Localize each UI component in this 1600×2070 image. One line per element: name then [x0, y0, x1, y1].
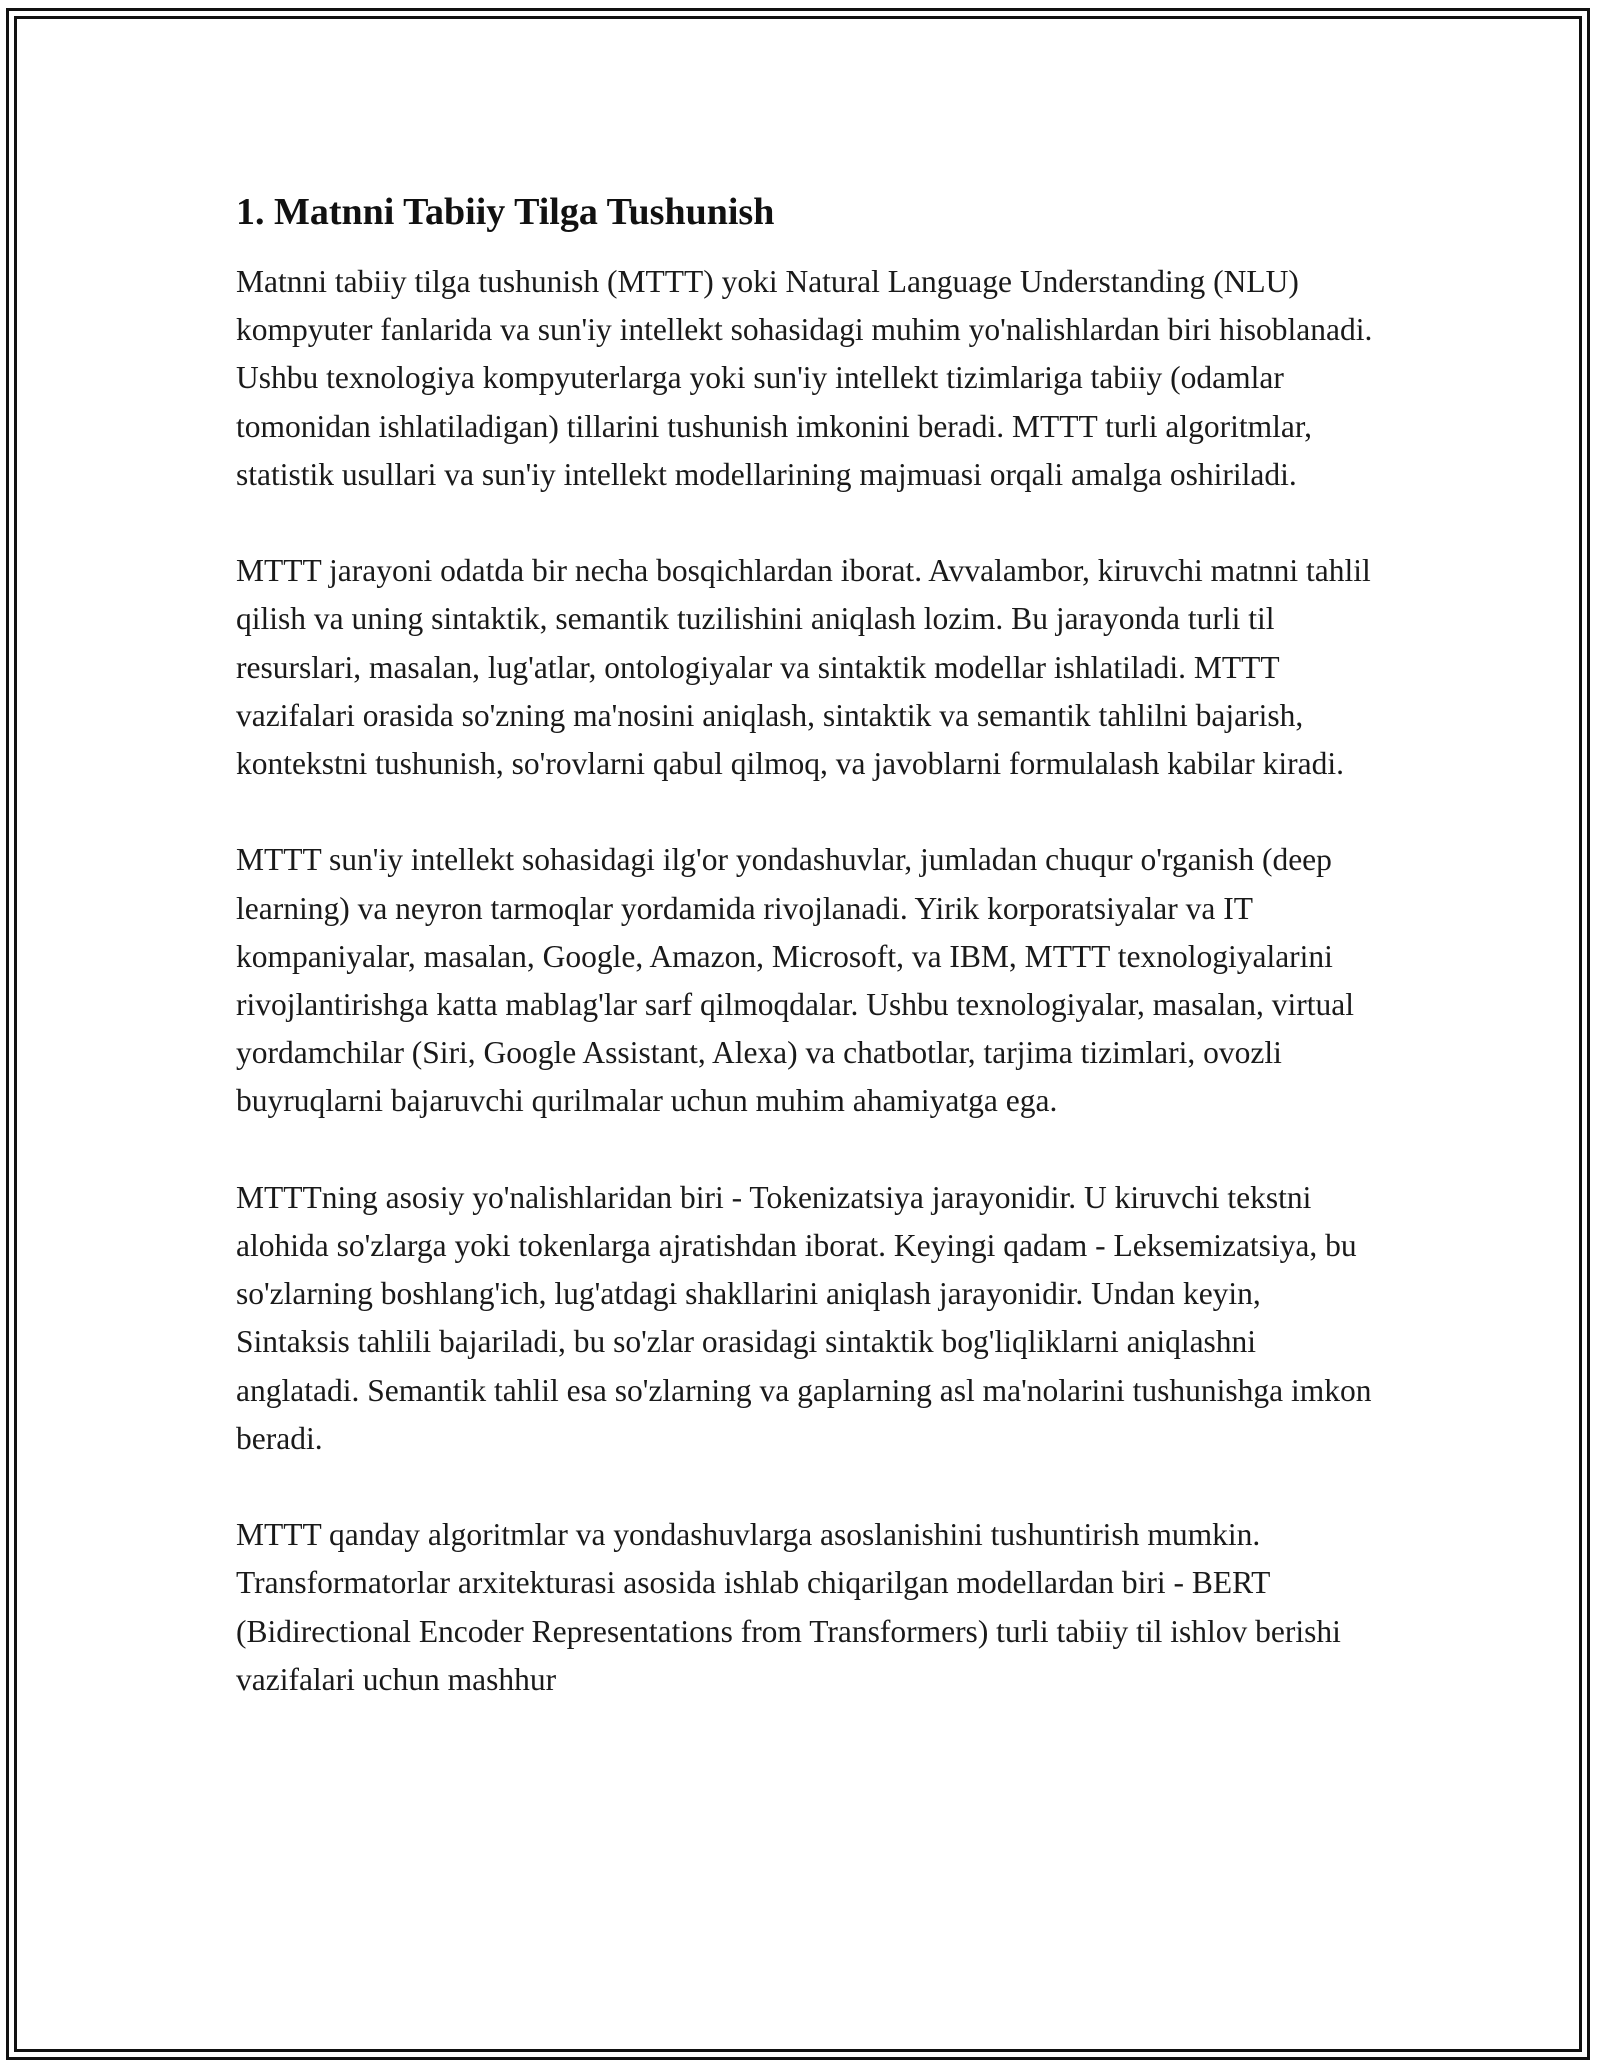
section-heading: 1. Matnni Tabiiy Tilga Tushunish — [236, 191, 775, 233]
paragraph-tokenization: MTTTning asosiy yo'nalishlaridan biri - Tokenizatsiya jarayonidir. U kiruvchi tekstni alohida so'zlarga yoki tokenlarga ajratishdan iborat. Keyingi qadam - Leksemizatsiya, bu so'zlarning boshlang'ich, lug'atdagi shakllarini aniqlash jarayonidir. Undan keyin, Sintaksis tahlili bajariladi, bu so'zlar orasidagi sintaktik bog'liqliklarni aniqlashni anglatadi. Semantik tahlil esa so'zlarning va gaplarning asl ma'nolarini tushunishga imkon beradi. — [236, 1179, 1372, 1456]
paragraph-intro: Matnni tabiiy tilga tushunish (MTTT) yoki Natural Language Understanding (NLU) kompyuter fanlarida va sun'iy intellekt sohasidagi muhim yo'nalishlardan biri hisoblanadi. Ushbu texnologiya kompyuterlarga yoki sun'iy intellekt tizimlariga tabiiy (odamlar tomonidan ishlatiladigan) tillarini tushunish imkonini beradi. MTTT turli algoritmlar, statistik usullari va sun'iy intellekt modellarining majmuasi orqali amalga oshiriladi. — [236, 264, 1373, 492]
paragraph-algorithms: MTTT qanday algoritmlar va yondashuvlarga asoslanishini tushuntirish mumkin. Transformatorlar arxitekturasi asosida ishlab chiqarilgan modellardan biri - BERT (Bidirectional Encoder Representations from Transformers) turli tabiiy til ishlov berishi vazifalari uchun mashhur — [236, 1517, 1341, 1697]
document-body — [236, 188, 1376, 1752]
paragraph-deep-learning: MTTT sun'iy intellekt sohasidagi ilg'or yondashuvlar, jumladan chuqur o'rganish (deep learning) va neyron tarmoqlar yordamida rivojlanadi. Yirik korporatsiyalar va IT kompaniyalar, masalan, Google, Amazon, Microsoft, va IBM, MTTT texnologiyalarini rivojlantirishga katta mablag'lar sarf qilmoqdalar. Ushbu texnologiyalar, masalan, virtual yordamchilar (Siri, Google Assistant, Alexa) va chatbotlar, tarjima tizimlari, ovozli buyruqlarni bajaruvchi qurilmalar uchun muhim ahamiyatga ega. — [236, 842, 1354, 1119]
paragraph-stages: MTTT jarayoni odatda bir necha bosqichlardan iborat. Avvalambor, kiruvchi matnni tahlil qilish va uning sintaktik, semantik tuzilishini aniqlash lozim. Bu jarayonda turli til resurslari, masalan, lug'atlar, ontologiyalar va sintaktik modellar ishlatiladi. MTTT vazifalari orasida so'zning ma'nosini aniqlash, sintaktik va semantik tahlilni bajarish, kontekstni tushunish, so'rovlarni qabul qilmoq, va javoblarni formulalash kabilar kiradi. — [236, 553, 1371, 782]
